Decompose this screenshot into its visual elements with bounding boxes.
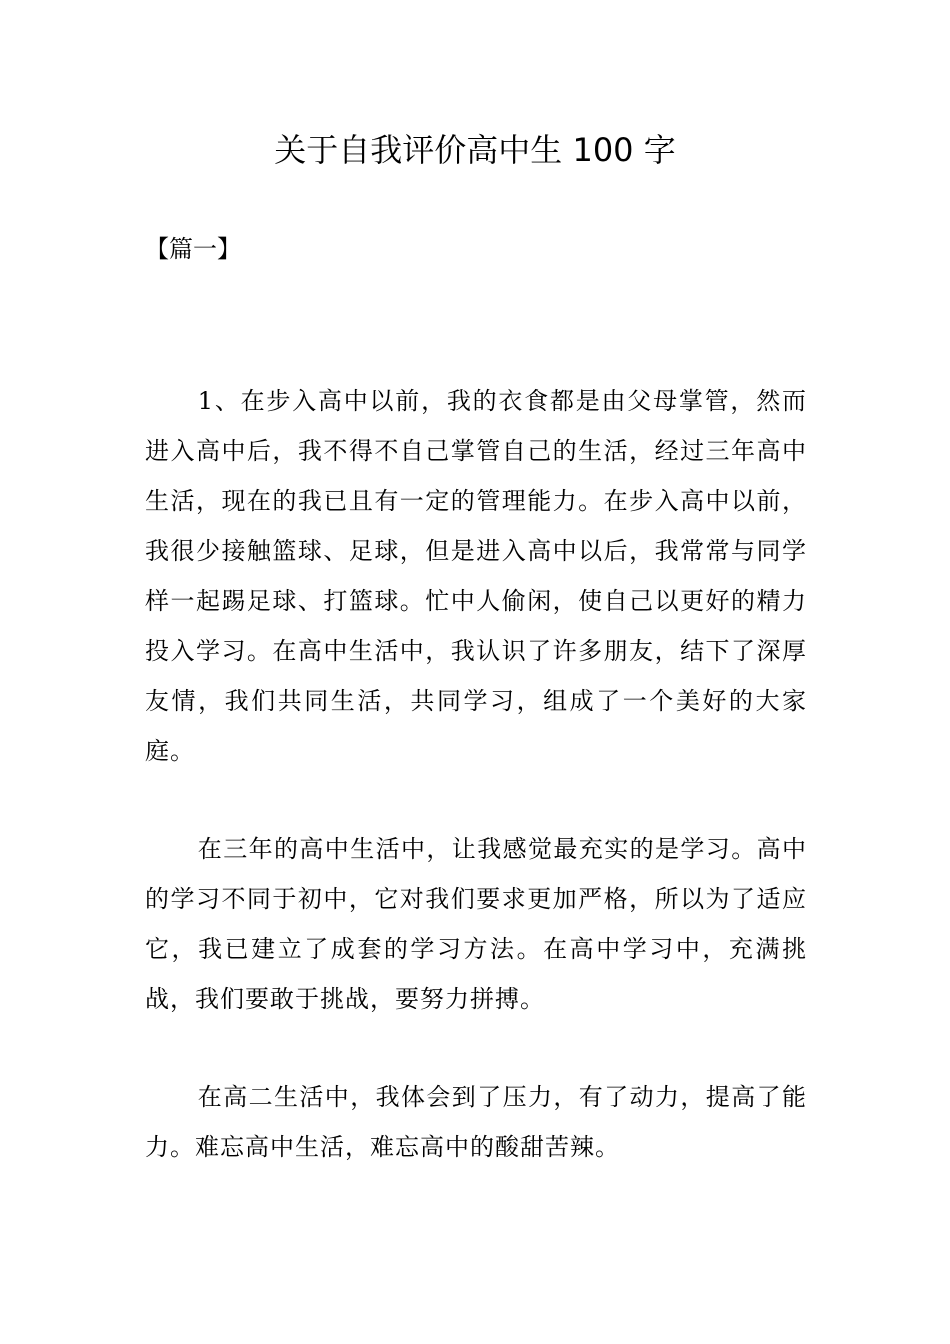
- document-title: 关于自我评价高中生 100 字: [274, 131, 676, 169]
- paragraph-1: 1、在步入高中以前，我的衣食都是由父母掌管，然而进入高中后，我不得不自己掌管自己的生活，经过三年高中生活，现在的我已且有一定的管理能力。在步入高中以前，我很少接触篮球、足球，但是进入高中以后，我常常与同学样一起踢足球、打篮球。忙中人偷闲，使自己以更好的精力投入学习。在高中生活中，我认识了许多朋友，结下了深厚友情，我们共同生活，共同学习，组成了一个美好的大家庭。: [145, 387, 807, 765]
- section-label: 【篇一】: [145, 235, 241, 263]
- paragraph-2: 在三年的高中生活中，让我感觉最充实的是学习。高中的学习不同于初中，它对我们要求更加严格，所以为了适应它，我已建立了成套的学习方法。在高中学习中，充满挑战，我们要敢于挑战，要努力拼搏。: [145, 835, 807, 1013]
- paragraph-3: 在高二生活中，我体会到了压力，有了动力，提高了能力。难忘高中生活，难忘高中的酸甜苦辣。: [145, 1083, 807, 1161]
